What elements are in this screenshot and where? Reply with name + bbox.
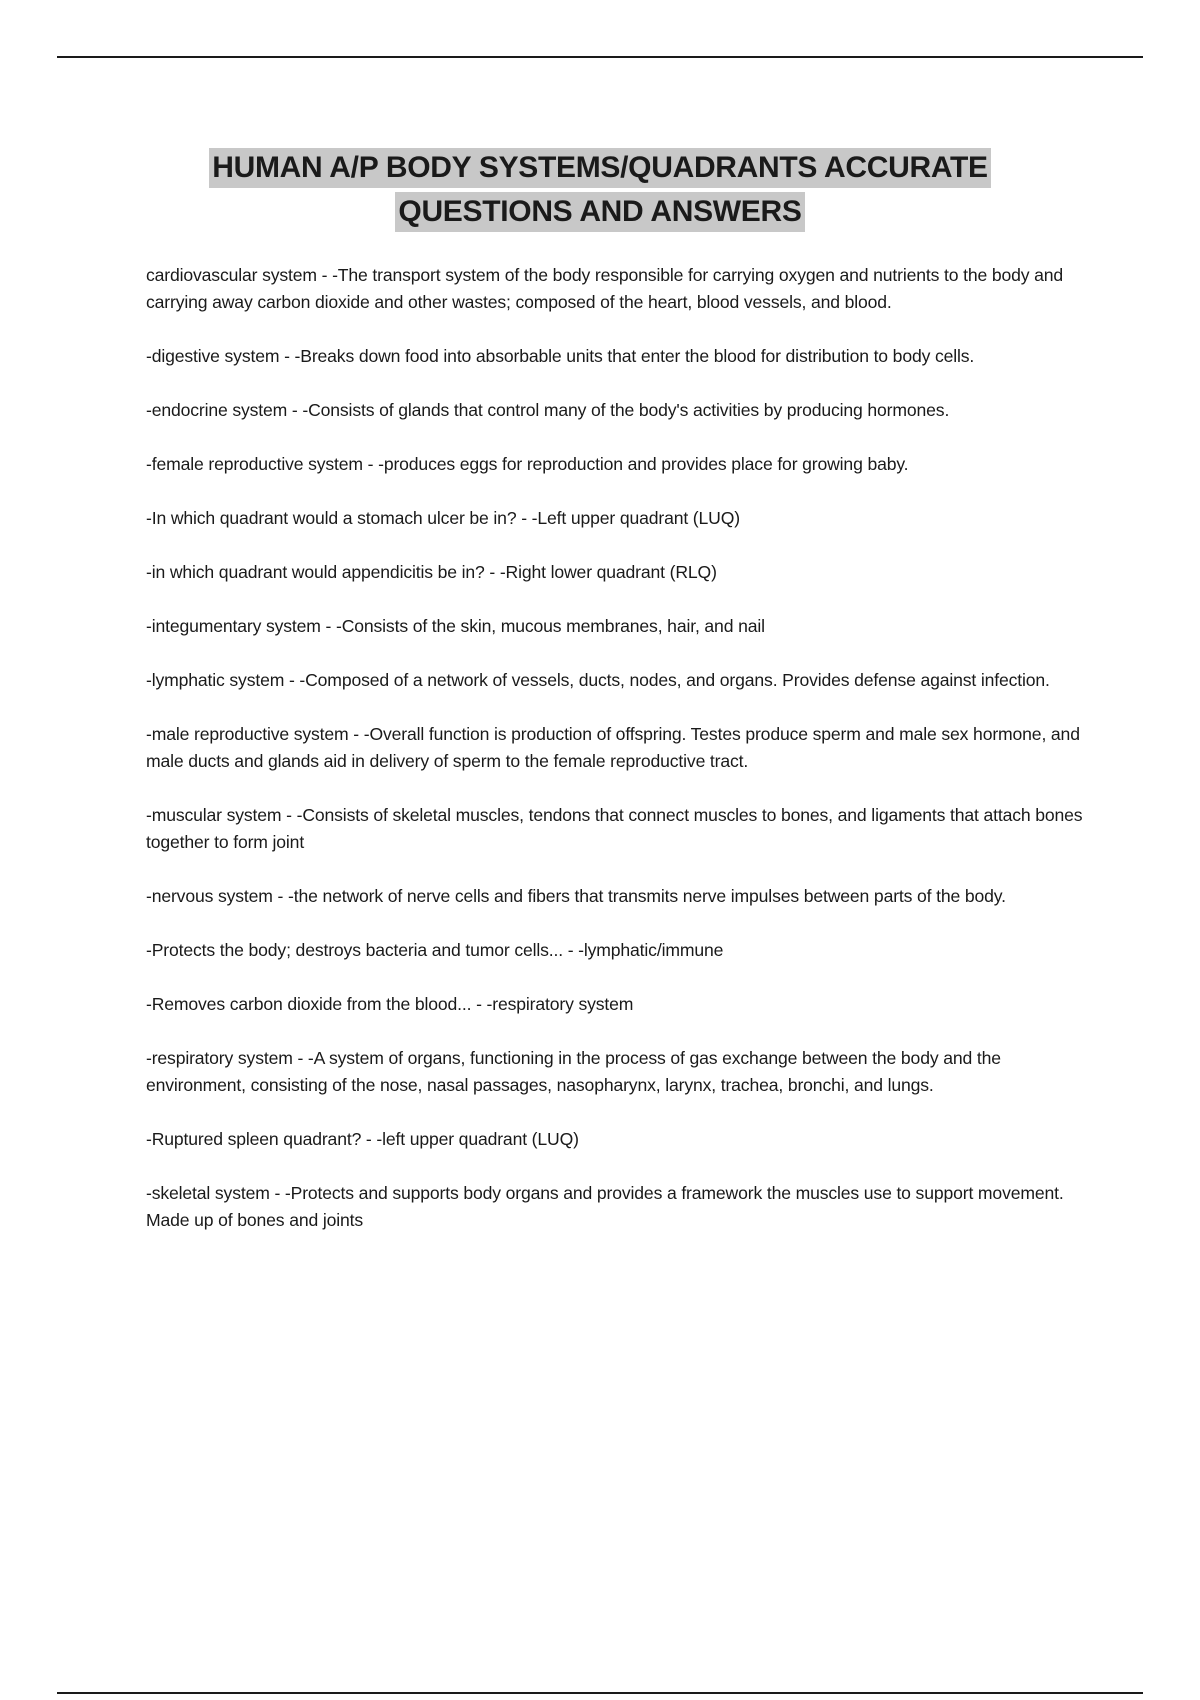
qa-item-skeletal: -skeletal system - -Protects and supports body organs and provides a framework the muscles use to support movement. Made up of bones and joints — [146, 1183, 1064, 1230]
qa-item-removes-co2: -Removes carbon dioxide from the blood... - -respiratory system — [146, 994, 634, 1014]
qa-item-nervous: -nervous system - -the network of nerve cells and fibers that transmits nerve impulses between parts of the body. — [146, 886, 1006, 906]
qa-item-stomach-ulcer: -In which quadrant would a stomach ulcer be in? - -Left upper quadrant (LUQ) — [146, 508, 740, 528]
qa-item-endocrine: -endocrine system - -Consists of glands that control many of the body's activities by producing hormones. — [146, 400, 950, 420]
qa-item-lymphatic: -lymphatic system - -Composed of a network of vessels, ducts, nodes, and organs. Provides defense against infection. — [146, 670, 1050, 690]
title-line-1: HUMAN A/P BODY SYSTEMS/QUADRANTS ACCURATE — [209, 148, 991, 188]
qa-item-respiratory: -respiratory system - -A system of organs, functioning in the process of gas exchange between the body and the environment, consisting of the nose, nasal passages, nasopharynx, larynx, trachea, bronchi, and lungs. — [146, 1048, 1001, 1095]
qa-item-muscular: -muscular system - -Consists of skeletal muscles, tendons that connect muscles to bones, and ligaments that attach bones together to form joint — [146, 805, 1083, 852]
title-line-2: QUESTIONS AND ANSWERS — [395, 192, 804, 232]
qa-item-digestive: -digestive system - -Breaks down food into absorbable units that enter the blood for distribution to body cells. — [146, 346, 975, 366]
document-title — [0, 146, 1200, 234]
qa-item-female-reproductive: -female reproductive system - -produces eggs for reproduction and provides place for growing baby. — [146, 454, 909, 474]
top-rule — [57, 56, 1143, 58]
qa-item-protects-body: -Protects the body; destroys bacteria and tumor cells... - -lymphatic/immune — [146, 940, 724, 960]
qa-item-ruptured-spleen: -Ruptured spleen quadrant? - -left upper quadrant (LUQ) — [146, 1129, 579, 1149]
qa-item-cardiovascular: cardiovascular system - -The transport system of the body responsible for carrying oxygen and nutrients to the body and carrying away carbon dioxide and other wastes; composed of the heart, blood vessels, and blood. — [146, 265, 1064, 312]
qa-item-appendicitis: -in which quadrant would appendicitis be in? - -Right lower quadrant (RLQ) — [146, 562, 717, 582]
qa-item-integumentary: -integumentary system - -Consists of the skin, mucous membranes, hair, and nail — [146, 616, 765, 636]
qa-list — [146, 262, 1096, 1261]
qa-item-male-reproductive: -male reproductive system - -Overall function is production of offspring. Testes produce sperm and male sex hormone, and male ducts and glands aid in delivery of sperm to the female reproductive tract. — [146, 724, 1080, 771]
bottom-rule — [57, 1692, 1143, 1694]
